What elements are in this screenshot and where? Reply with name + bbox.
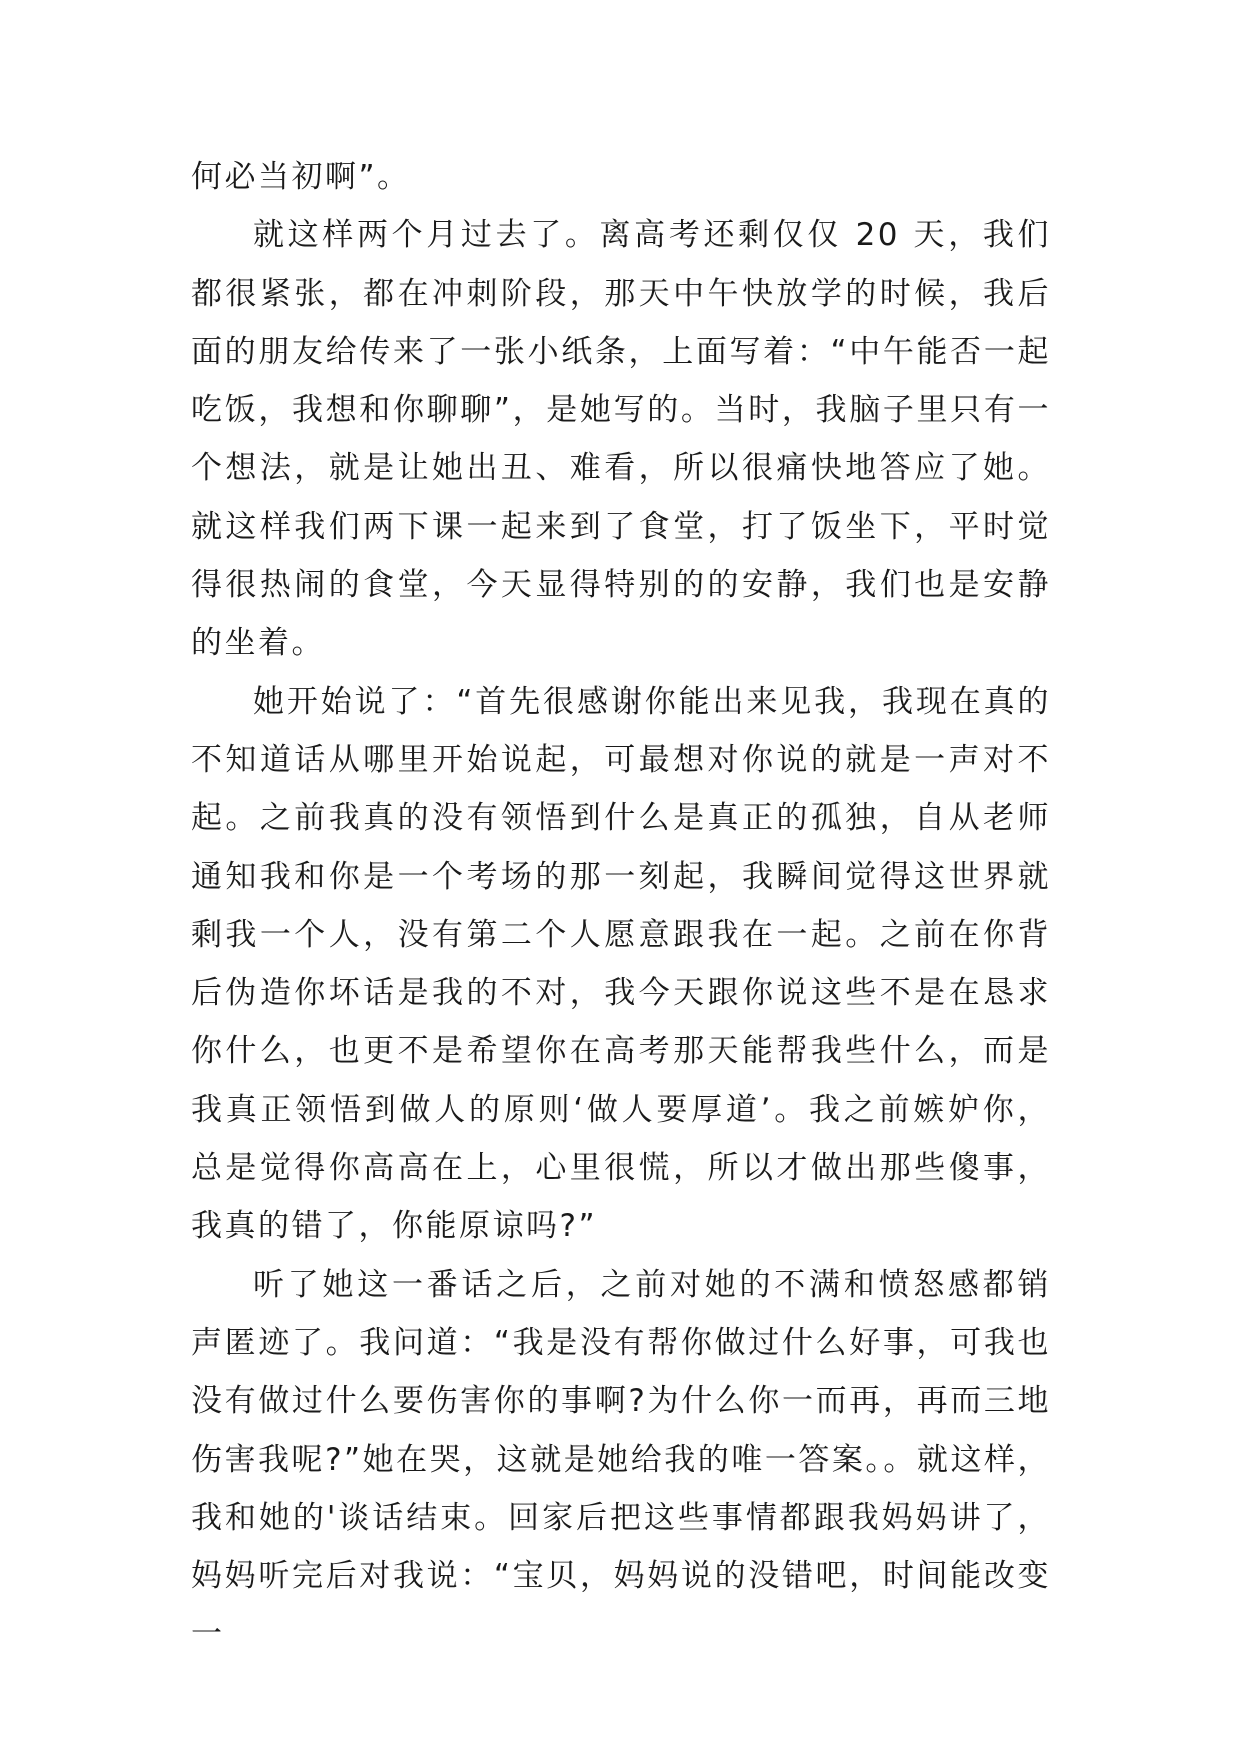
paragraph-3: 她开始说了：“首先很感谢你能出来见我，我现在真的不知道话从哪里开始说起，可最想对你说的就是一声对不起。之前我真的没有领悟到什么是真正的孤独，自从老师通知我和你是一个考场的那一刻起，我瞬间觉得这世界就剩我一个人，没有第二个人愿意跟我在一起。之前在你背后伪造你坏话是我的不对，我今天跟你说这些不是在恳求你什么，也更不是希望你在高考那天能帮我些什么，而是我真正领悟到做人的原则‘做人要厚道’。我之前嫉妒你，总是觉得你高高在上，心里很慌，所以才做出那些傻事，我真的错了，你能原谅吗?” — [191, 683, 1051, 1245]
paragraph-2: 就这样两个月过去了。离高考还剩仅仅 20 天，我们都很紧张，都在冲刺阶段，那天中午快放学的时候，我后面的朋友给传来了一张小纸条，上面写着：“中午能否一起吃饭，我想和你聊聊”，是她写的。当时，我脑子里只有一个想法，就是让她出丑、难看，所以很痛快地答应了她。就这样我们两下课一起来到了食堂，打了饭坐下，平时觉得很热闹的食堂，今天显得特别的的安静，我们也是安静的坐着。 — [191, 217, 1051, 662]
paragraph-4: 听了她这一番话之后，之前对她的不满和愤怒感都销声匿迹了。我问道：“我是没有帮你做过什么好事，可我也没有做过什么要伤害你的事啊?为什么你一而再，再而三地伤害我呢?”她在哭，这就是她给我的唯一答案。。就这样，我和她的'谈话结束。回家后把这些事情都跟我妈妈讲了，妈妈听完后对我说：“宝贝，妈妈说的没错吧，时间能改变一 — [191, 1266, 1051, 1653]
document-body — [191, 148, 1051, 1664]
paragraph-1: 何必当初啊”。 — [191, 159, 411, 195]
